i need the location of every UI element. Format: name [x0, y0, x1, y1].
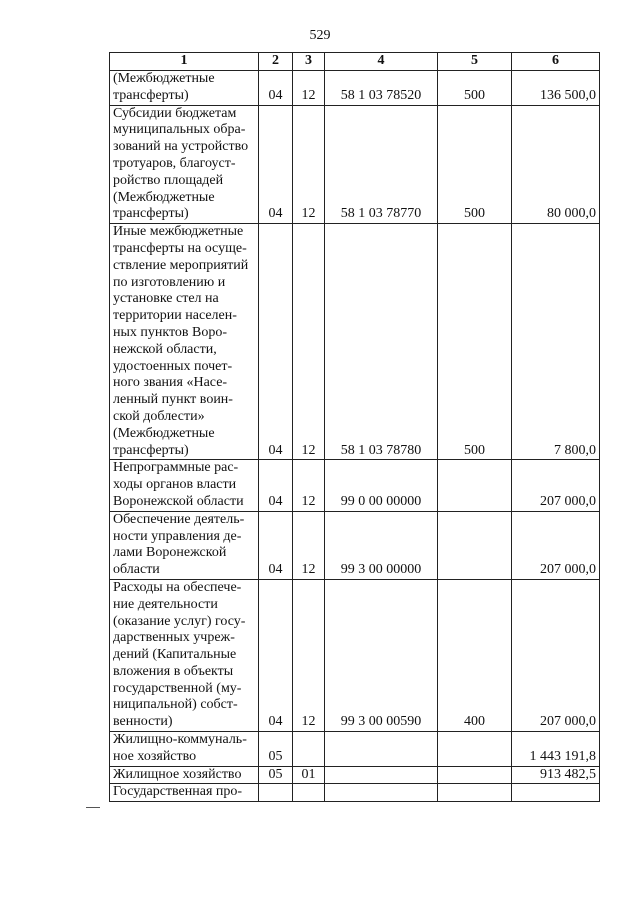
table-row	[110, 766, 600, 784]
row-name: Расходы на обеспече- ние деятельности (оказание услуг) госу- дарственных учреж- дений (Капитальные вложения в объекты государственной (му- ниципальной) собст- венности)	[110, 579, 259, 731]
table-row	[110, 224, 600, 460]
row-section	[259, 784, 293, 802]
row-section: 04	[259, 460, 293, 511]
row-target-article: 58 1 03 78770	[325, 105, 438, 224]
row-section: 04	[259, 224, 293, 460]
row-subsection: 12	[293, 105, 325, 224]
table-row	[110, 784, 600, 802]
row-target-article	[325, 784, 438, 802]
row-expense-type: 400	[438, 579, 512, 731]
row-amount	[512, 784, 600, 802]
row-name: Иные межбюджетные трансферты на осуще- ствление мероприятий по изготовлению и установке стел на территории населен- ных пунктов Воро- нежской области, удостоенных почет- ного звания «Насе- ленный пункт воин- ской доблести» (Межбюджетные трансферты)	[110, 224, 259, 460]
row-name: Государственная про-	[110, 784, 259, 802]
row-target-article	[325, 766, 438, 784]
header-col-5: 5	[438, 53, 512, 71]
row-expense-type	[438, 766, 512, 784]
row-target-article: 58 1 03 78520	[325, 71, 438, 106]
row-subsection: 12	[293, 511, 325, 579]
row-amount: 7 800,0	[512, 224, 600, 460]
row-subsection	[293, 784, 325, 802]
table-row	[110, 105, 600, 224]
row-expense-type: 500	[438, 224, 512, 460]
header-col-4: 4	[325, 53, 438, 71]
row-section: 05	[259, 766, 293, 784]
row-target-article: 99 0 00 00000	[325, 460, 438, 511]
row-expense-type	[438, 460, 512, 511]
row-amount: 207 000,0	[512, 579, 600, 731]
row-section: 04	[259, 71, 293, 106]
header-col-2: 2	[259, 53, 293, 71]
row-name: (Межбюджетные трансферты)	[110, 71, 259, 106]
margin-dash	[86, 807, 100, 808]
row-section: 04	[259, 105, 293, 224]
budget-table	[109, 52, 600, 802]
row-expense-type: 500	[438, 105, 512, 224]
table-row	[110, 71, 600, 106]
row-subsection: 12	[293, 579, 325, 731]
row-amount: 207 000,0	[512, 511, 600, 579]
row-section: 04	[259, 511, 293, 579]
row-name: Непрограммные рас- ходы органов власти Воронежской области	[110, 460, 259, 511]
table-row	[110, 511, 600, 579]
row-amount: 136 500,0	[512, 71, 600, 106]
table-row	[110, 579, 600, 731]
table-header	[110, 53, 600, 71]
table-body	[110, 71, 600, 802]
row-expense-type	[438, 784, 512, 802]
row-subsection	[293, 732, 325, 767]
row-target-article	[325, 732, 438, 767]
header-col-6: 6	[512, 53, 600, 71]
row-amount: 207 000,0	[512, 460, 600, 511]
row-section: 04	[259, 579, 293, 731]
table-row	[110, 460, 600, 511]
row-section: 05	[259, 732, 293, 767]
row-name: Обеспечение деятель- ности управления де- лами Воронежской области	[110, 511, 259, 579]
header-col-1: 1	[110, 53, 259, 71]
page-number: 529	[309, 28, 331, 43]
row-subsection: 12	[293, 71, 325, 106]
row-amount: 913 482,5	[512, 766, 600, 784]
row-amount: 1 443 191,8	[512, 732, 600, 767]
row-expense-type: 500	[438, 71, 512, 106]
header-col-3: 3	[293, 53, 325, 71]
row-amount: 80 000,0	[512, 105, 600, 224]
table-row	[110, 732, 600, 767]
row-name: Жилищно-коммуналь- ное хозяйство	[110, 732, 259, 767]
row-subsection: 01	[293, 766, 325, 784]
row-expense-type	[438, 732, 512, 767]
row-name: Субсидии бюджетам муниципальных обра- зований на устройство тротуаров, благоуст- ройство площадей (Межбюджетные трансферты)	[110, 105, 259, 224]
row-target-article: 99 3 00 00590	[325, 579, 438, 731]
header-row	[110, 53, 600, 71]
row-expense-type	[438, 511, 512, 579]
row-target-article: 58 1 03 78780	[325, 224, 438, 460]
row-subsection: 12	[293, 460, 325, 511]
row-name: Жилищное хозяйство	[110, 766, 259, 784]
row-subsection: 12	[293, 224, 325, 460]
row-target-article: 99 3 00 00000	[325, 511, 438, 579]
